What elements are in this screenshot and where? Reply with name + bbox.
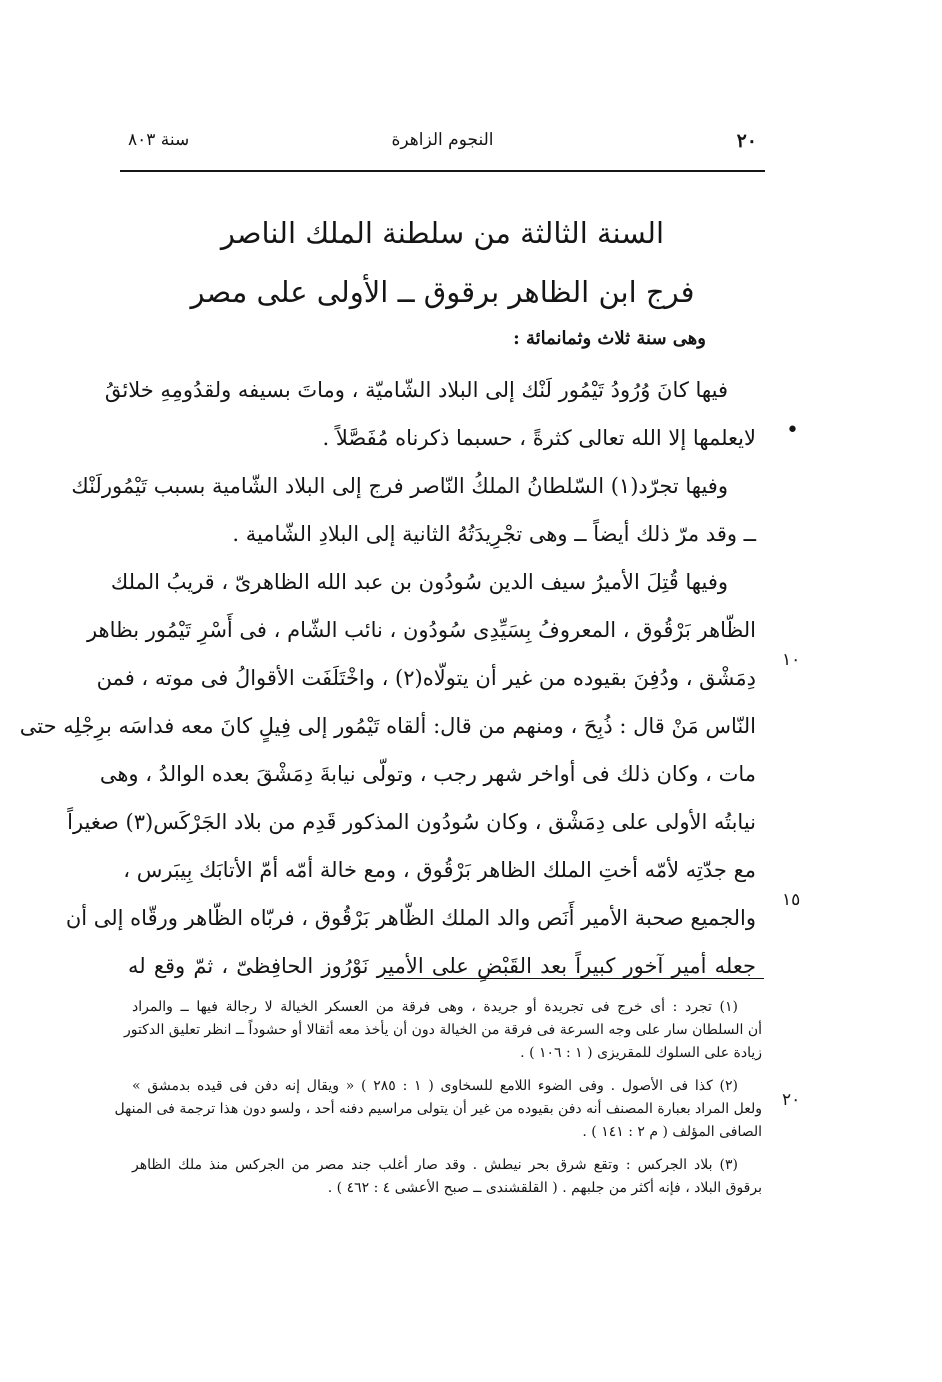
year-subheading: وهى سنة ثلاث وثمانمائة : — [513, 328, 706, 349]
footnote-line: (١) تجرد : أى خرج فى تجريدة أو جريدة ، وهى فرقة من العسكر الخيالة لا رجالة فيها ــ والمراد — [132, 999, 738, 1015]
line-number-20: ٢٠ — [782, 1090, 801, 1110]
body-line: فيها كانَ وُرُودُ تَيْمُور لَنْك إلى البلاد الشّاميّة ، وماتَ بسيفه ولقدُومِهِ خلائقُ — [104, 378, 728, 402]
body-line: والجميع صحبة الأمير أَنَص والد الملك الظّاهر بَرْقُوق ، فربّاه الظّاهر ورقّاه إلى أن — [65, 906, 756, 930]
body-line: ــ وقد مرّ ذلك أيضاً ــ وهى تجْرِيدَتُهُ الثانية إلى البلادِ الشّامية . — [232, 522, 756, 546]
line-number-15: ١٥ — [782, 890, 801, 910]
footnote-line: أن السلطان سار على وجه السرعة فى فرقة من الخيالة دون أن يأخذ معه أثقالا أو حشوداً ــ انظر تعليق الدكتور — [123, 1022, 762, 1038]
footnote-rule — [384, 978, 764, 979]
body-line: وفيها قُتِلَ الأميرُ سيف الدين سُودُون بن عبد الله الظاهرىّ ، قريبُ الملك — [110, 570, 728, 594]
body-line: دِمَشْق ، ودُفِنَ بقيوده من غير أن يتولّاه(٢) ، واخْتَلَفَت الأقوالُ فى موته ، فمن — [96, 666, 756, 690]
page-number: ٢٠ — [736, 130, 757, 152]
book-title: النجوم الزاهرة — [391, 130, 494, 150]
body-line: مع جدّتِه لأمّه أختِ الملك الظاهر بَرْقُوق ، ومع خالة أمّه أمّ الأتابَك بِيبَرس ، — [123, 858, 756, 882]
header-rule — [120, 170, 765, 172]
section-heading-line-1: السنة الثالثة من سلطنة الملك الناصر — [220, 216, 665, 250]
footnote-line: (٢) كذا فى الأصول . وفى الضوء اللامع للسخاوى ( ١ : ٢٨٥ ) « ويقال إنه دفن فى قيده بدمشق » — [132, 1078, 738, 1094]
section-heading-line-2: فرج ابن الظاهر برقوق ــ الأولى على مصر — [190, 275, 695, 309]
running-header — [120, 130, 765, 158]
footnote-line: الصافى المؤلف ( م ٢ : ١٤١ ) . — [582, 1124, 762, 1140]
footnote-line: ولعل المراد بعبارة المصنف أنه دفن بقيوده من غير أن يتولى مراسيم دفنه أحد ، ولسو دون هذا ترجمة فى المنهل — [114, 1101, 762, 1117]
body-line: النّاس مَنْ قال : ذُبِحَ ، ومنهم من قال: ألقاه تَيْمُور إلى فِيلٍ كانَ معه فداسَه برِجْلِه حتى — [19, 714, 756, 738]
body-line: جعله أمير آخور كبيراً بعد القَبْضِ على الأمير نَوْرُوز الحافِظىّ ، ثمّ وقع له — [128, 954, 756, 978]
body-line: نيابتُه الأولى على دِمَشْق ، وكان سُودُون المذكور قَدِم من بلاد الجَرْكَس(٣) صغيراً — [67, 810, 756, 834]
body-line: مات ، وكان ذلك فى أواخر شهر رجب ، وتولّى نيابةَ دِمَشْقَ بعده الوالدُ ، وهى — [99, 762, 756, 786]
footnote-line: زيادة على السلوك للمقريزى ( ١ : ١٠٦ ) . — [520, 1045, 762, 1061]
year-label: سنة ٨٠٣ — [128, 130, 190, 150]
line-number-10: ١٠ — [782, 650, 801, 670]
margin-bullet: • — [786, 418, 799, 443]
body-text — [19, 366, 756, 990]
footnotes — [114, 996, 762, 1200]
footnote-line: برقوق البلاد ، فإنه أكثر من جلبهم . ( القلقشندى ــ صبح الأعشى ٤ : ٤٦٢ ) . — [327, 1180, 762, 1196]
footnote-line: (٣) بلاد الجركس : وتقع شرق بحر نيطش . وقد صار أغلب جند مصر من الجركس منذ ملك الظاهر — [132, 1157, 738, 1173]
body-line: لايعلمها إلا الله تعالى كثرةً ، حسبما ذكرناه مُفَصَّلاً . — [322, 426, 756, 450]
body-line: وفيها تجرّد(١) السّلطانُ الملكُ النّاصر فرج إلى البلاد الشّامية بسبب تَيْمُورلَنْك — [71, 474, 728, 498]
body-line: الظّاهر بَرْقُوق ، المعروفُ بِسَيِّدِى سُودُون ، نائب الشّام ، فى أَسْرِ تَيْمُور بظاهر — [86, 618, 756, 642]
